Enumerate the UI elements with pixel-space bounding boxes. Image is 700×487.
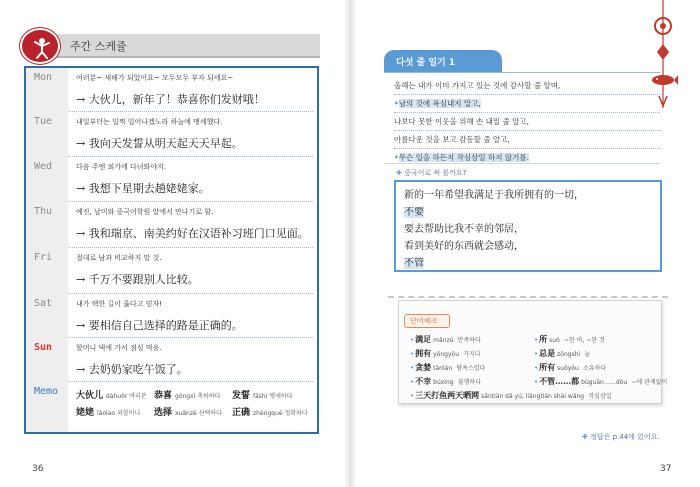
divider (394, 148, 660, 149)
vocab-pinyin: bùguǎn……dōu (581, 379, 628, 386)
vocab-title: 단어체크 (410, 317, 438, 325)
day-row-fri (26, 248, 317, 294)
memo-pinyin: zhèngquè 정확하다 (253, 410, 308, 417)
chinese-diary-text: 不管 (404, 258, 424, 269)
vocab-meaning: 작심삼일 (588, 393, 612, 400)
day-row-sun (26, 338, 317, 382)
vocab-pinyin: yōngyǒu (433, 351, 459, 358)
vocab-item (410, 362, 485, 373)
day-korean-text: 할머니 댁에 가서 점심 먹음. (76, 344, 162, 352)
memo-word: 正确 (232, 408, 251, 418)
memo-word: 发誓 (232, 391, 251, 401)
divider (394, 94, 660, 95)
hanging-knot-ornament-icon (648, 0, 678, 110)
memo-vocab-item (76, 405, 140, 418)
memo-vocab-item (232, 405, 308, 418)
day-label: Wed (26, 157, 68, 202)
vocab-meaning: ~에 관계없이 (631, 379, 668, 386)
memo-pinyin: fāshì 맹세하다 (253, 393, 293, 400)
section-top-rule (384, 72, 660, 73)
korean-diary-text: 올해는 내가 이미 가지고 있는 것에 감사할 줄 알며, (394, 81, 561, 90)
day-chinese-text: → 千万不要跟别人比较。 (76, 273, 199, 286)
vocab-meaning: 탐욕스럽다 (456, 365, 486, 372)
weekly-schedule-header (20, 28, 320, 64)
memo-pinyin: gōngxǐ 축하하다 (175, 393, 221, 400)
vocab-item (410, 334, 481, 345)
day-row-wed (26, 157, 317, 202)
korean-diary-line (394, 116, 529, 127)
day-korean-text: 다음 주엔 외가에 다녀와야지. (76, 163, 167, 171)
dancer-icon (31, 36, 53, 60)
day-korean-text: 절대로 남과 비교하지 말 것. (76, 254, 162, 262)
vocab-meaning: ~한 바, ~한 것 (563, 337, 605, 344)
weekly-notebook (24, 66, 319, 434)
bullet-icon: • (534, 364, 539, 372)
divider (394, 130, 660, 131)
day-row-thu (26, 202, 317, 248)
korean-diary-line (394, 134, 510, 145)
vocab-pinyin: búxìng (433, 379, 454, 386)
memo-vocab-item (76, 388, 147, 401)
day-korean-text: 내일부터는 일찍 일어나겠노라 하늘에 맹세했다. (76, 118, 223, 126)
vocab-word: 不幸 (415, 376, 432, 386)
day-chinese-text: → 我和瑞京、南美约好在汉语补习班门口见面。 (76, 227, 309, 240)
day-chinese-text: → 大伙儿，新年了！恭喜你们发财哦！ (76, 93, 265, 106)
bullet-icon: • (534, 350, 539, 358)
memo-word: 恭喜 (154, 391, 173, 401)
answer-note (582, 432, 660, 442)
section-divider (384, 163, 660, 164)
chinese-diary-line: 要去帮助比我不幸的邻居， (404, 224, 524, 235)
vocab-meaning: 만족하다 (457, 337, 481, 344)
day-chinese-text: → 去奶奶家吃午饭了。 (76, 363, 188, 376)
bullet-icon: • (410, 336, 415, 344)
vocab-item (534, 376, 667, 387)
vocab-word: 贪婪 (415, 362, 432, 372)
vocab-pinyin: sāntiān dǎ yú, liǎngtiān shài wǎng (481, 393, 585, 400)
page-number-left: 36 (32, 464, 44, 474)
vocab-word: 所 (539, 334, 548, 344)
memo-pinyin: dàhuǒr 여러분 (106, 393, 147, 400)
korean-diary-line (394, 152, 529, 163)
vocab-item (410, 376, 481, 387)
vocab-meaning: 늘 (584, 351, 591, 358)
vocab-item (410, 390, 612, 401)
chinese-diary-line: 看到美好的东西就会感动， (404, 241, 524, 252)
memo-vocab-item (154, 388, 220, 401)
memo-word: 姥姥 (76, 408, 95, 418)
vocab-pinyin: suǒ (549, 337, 560, 344)
day-row-sat (26, 294, 317, 338)
day-chinese-text: → 要相信自己选择的路是正确的。 (76, 319, 243, 332)
korean-diary-text: 나보다 못한 이웃을 위해 손 내밀 줄 알고, (394, 117, 529, 126)
korean-diary-text: 아름다운 것을 보고 감동할 줄 알고, (394, 135, 510, 144)
memo-vocab-item (232, 388, 293, 401)
bullet-icon: • (410, 364, 415, 372)
vocab-meaning: 가지다 (463, 351, 481, 358)
bullet-icon: • (410, 350, 415, 358)
vocab-meaning: 불행하다 (457, 379, 482, 386)
chinese-diary-line: 新的一年希望我满足于我所拥有的一切， (404, 190, 584, 201)
day-label: Fri (26, 248, 68, 294)
day-korean-text: 예진, 날미와 중국어학원 앞에서 만나기로 함. (76, 208, 214, 216)
korean-diary-text: 남의 것에 욕심내지 말고, (398, 99, 481, 108)
day-chinese-text: → 我想下星期去趟姥姥家。 (76, 182, 210, 195)
plus-icon: ✚ (582, 433, 591, 441)
vocab-word: 满足 (415, 334, 432, 344)
chinese-diary-line (404, 203, 424, 218)
bullet-icon: • (410, 378, 415, 386)
section-title: 다섯 줄 일기 1 (396, 58, 456, 68)
page-number-right: 37 (660, 464, 672, 474)
memo-word: 选择 (154, 408, 173, 418)
day-label: Tue (26, 112, 68, 157)
chinese-diary-text: 不要 (404, 207, 424, 218)
day-korean-text: 여러분~ 새해가 되었어요~ 모두모두 부자 되세요~ (76, 74, 234, 82)
vocab-word: 所有 (539, 362, 556, 372)
vocab-pinyin: mǎnzú (433, 337, 454, 344)
vocab-item (534, 362, 606, 373)
vocab-word: 总是 (539, 348, 556, 358)
memo-vocab-item (154, 405, 222, 418)
bullet-icon: • (410, 392, 415, 400)
bullet-icon: • (394, 153, 399, 162)
header-badge (20, 28, 60, 64)
vocab-item (534, 348, 590, 359)
book-spine (343, 0, 357, 487)
day-label: Sat (26, 294, 68, 338)
plus-icon: ✚ (396, 169, 405, 177)
korean-diary-line (394, 80, 560, 91)
day-chinese-text: → 我向天发誓从明天起天天早起。 (76, 137, 243, 150)
day-label: Sun (26, 338, 68, 382)
bullet-icon: • (534, 336, 539, 344)
day-korean-text: 내가 택한 길이 옳다고 믿자! (76, 300, 163, 308)
memo-pinyin: lǎolao 외할머니 (97, 410, 141, 417)
day-label: Thu (26, 202, 68, 248)
memo-label: Memo (26, 382, 68, 432)
vocab-pinyin: suǒyǒu (557, 365, 579, 372)
answer-note-text: 정답은 p.44에 있어요. (590, 433, 660, 441)
korean-diary-line (394, 98, 481, 109)
vocab-item (534, 334, 605, 345)
korean-diary-text: 무슨 일을 하든지 작심삼일 하지 않기를. (398, 153, 530, 162)
bullet-icon: • (394, 99, 399, 108)
write-prompt-text: 중국어로 써 볼까요? (404, 169, 467, 177)
vocab-word: 三天打鱼两天晒网 (415, 390, 480, 400)
chinese-diary-line (404, 254, 424, 269)
day-label: Mon (26, 68, 68, 112)
memo-pinyin: xuǎnzé 선택하다 (175, 410, 222, 417)
header-title: 주간 스케쥴 (70, 40, 127, 53)
vocab-item (410, 348, 481, 359)
section-tab (384, 50, 502, 72)
vocab-meaning: 소유하다 (583, 365, 607, 372)
write-prompt-label (396, 168, 466, 178)
vocab-pinyin: tānlán (433, 365, 453, 372)
memo-row (26, 382, 317, 432)
vocab-word: 不管……都 (539, 376, 580, 386)
day-row-mon (26, 68, 317, 112)
divider (394, 112, 660, 113)
day-row-tue (26, 112, 317, 157)
vocab-pinyin: zǒngshì (557, 351, 581, 358)
bullet-icon: • (534, 378, 539, 386)
vocab-word: 拥有 (415, 348, 432, 358)
memo-word: 大伙儿 (76, 391, 104, 401)
